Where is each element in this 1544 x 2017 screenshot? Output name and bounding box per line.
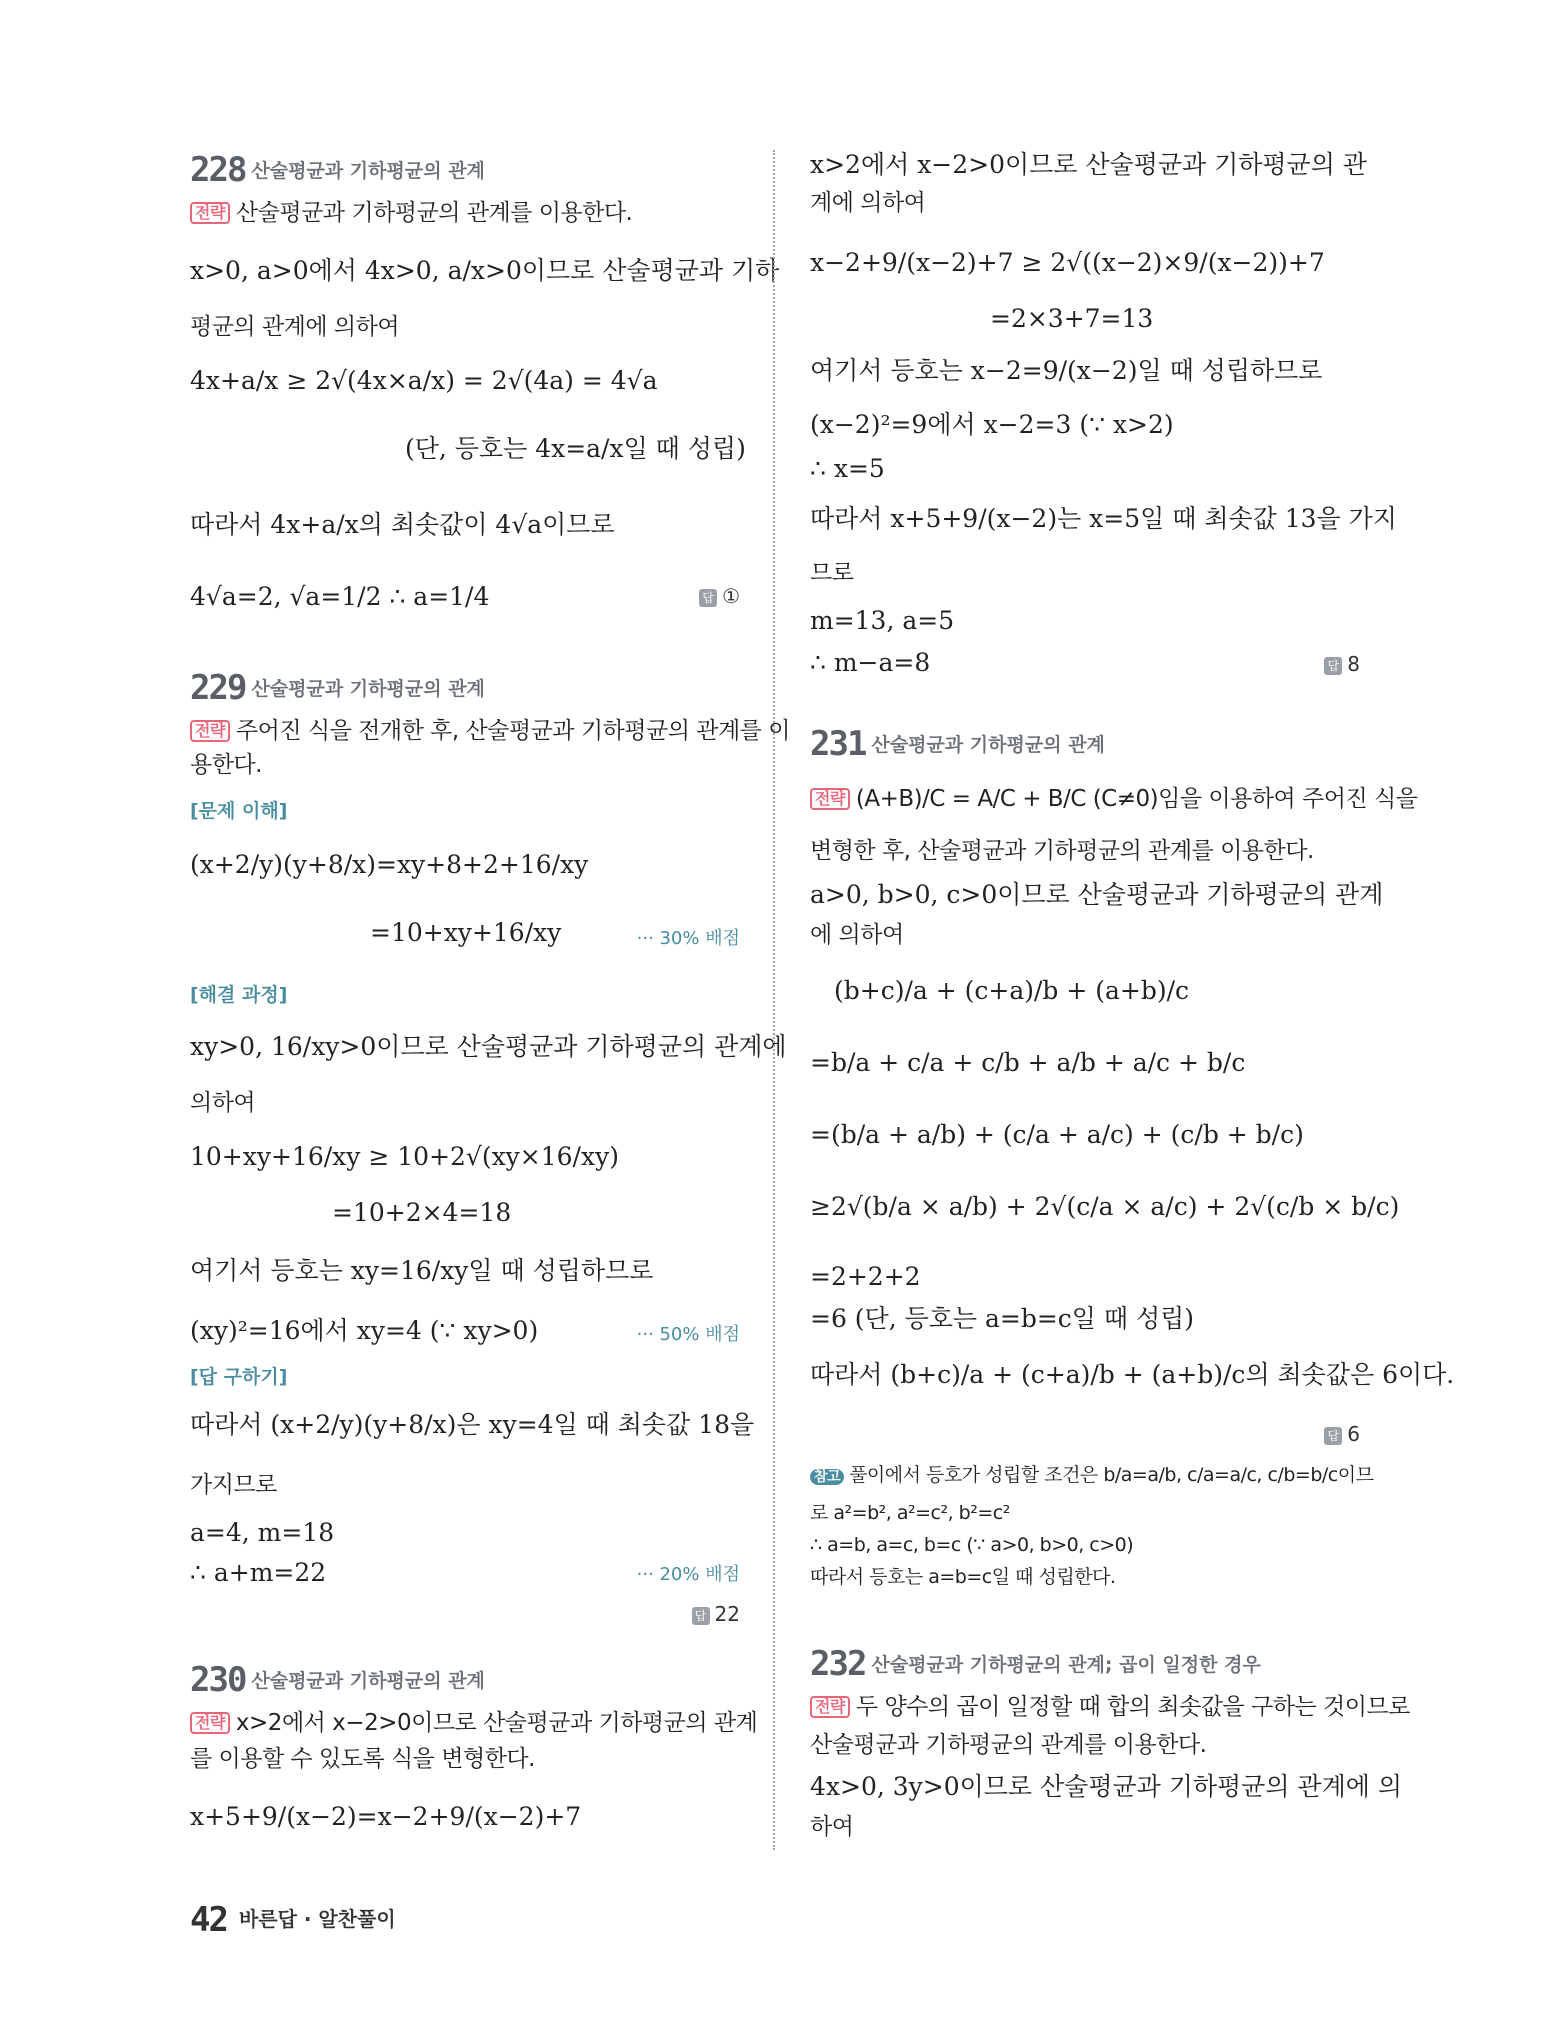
strategy-text: 산술평균과 기하평균의 관계를 이용한다. xyxy=(235,200,633,226)
solution-line: 따라서 (b+c)/a + (c+a)/b + (a+b)/c의 최솟값은 6이다. xyxy=(810,1360,1455,1389)
equation-line: (xy)²=16에서 xy=4 (∵ xy>0) xyxy=(190,1316,539,1345)
note-text: 로 a²=b², a²=c², b²=c² xyxy=(810,1502,1010,1524)
problem-number: 232 xyxy=(810,1644,866,1684)
solution-line: 평균의 관계에 의하여 xyxy=(190,314,400,340)
equation-line: (x−2)²=9에서 x−2=3 (∵ x>2) xyxy=(810,410,1174,439)
equation-line: 4√a=2, √a=1/2 ∴ a=1/4 xyxy=(190,582,490,611)
solution-line: 가지므로 xyxy=(190,1472,277,1498)
score-note: ··· 50% 배점 xyxy=(636,1324,740,1345)
solution-line: 따라서 (x+2/y)(y+8/x)은 xy=4일 때 최솟값 18을 xyxy=(190,1410,755,1439)
equation-line: 10+xy+16/xy ≥ 10+2√(xy×16/xy) xyxy=(190,1142,619,1171)
step-label: [답 구하기] xyxy=(190,1366,288,1388)
problem-title: 산술평균과 기하평균의 관계 xyxy=(251,678,485,700)
column-divider xyxy=(773,150,775,1850)
equation-line: m=13, a=5 xyxy=(810,606,955,635)
problem-title: 산술평균과 기하평균의 관계 xyxy=(871,734,1105,756)
strategy-text-cont: 산술평균과 기하평균의 관계를 이용한다. xyxy=(810,1732,1207,1758)
solution-line: 하여 xyxy=(810,1814,854,1840)
solution-line: 여기서 등호는 x−2=9/(x−2)일 때 성립하므로 xyxy=(810,356,1323,385)
equation-line: =10+xy+16/xy xyxy=(370,918,562,947)
equation-line: ∴ m−a=8 xyxy=(810,648,931,677)
answer-value: 6 xyxy=(1347,1422,1360,1446)
equation-line: =2×3+7=13 xyxy=(990,304,1154,333)
equation-line: =2+2+2 xyxy=(810,1262,921,1291)
page-number: 42 xyxy=(190,1900,227,1940)
solution-line: 4x>0, 3y>0이므로 산술평균과 기하평균의 관계에 의 xyxy=(810,1772,1402,1801)
step-label: [문제 이해] xyxy=(190,800,288,822)
solution-line: 므로 xyxy=(810,560,854,586)
problem-232-heading xyxy=(810,1644,1261,1684)
strategy-229 xyxy=(190,720,790,743)
strategy-tag: 전략 xyxy=(190,720,230,742)
solution-line: xy>0, 16/xy>0이므로 산술평균과 기하평균의 관계에 xyxy=(190,1032,787,1061)
step-label: [해결 과정] xyxy=(190,984,288,1006)
answer-229 xyxy=(692,1602,740,1626)
equation-line: (b+c)/a + (c+a)/b + (a+b)/c xyxy=(834,976,1190,1005)
equation-line: =b/a + c/a + c/b + a/b + a/c + b/c xyxy=(810,1048,1246,1077)
answer-228 xyxy=(699,584,740,608)
strategy-tag: 전략 xyxy=(190,1712,230,1734)
strategy-231 xyxy=(810,788,1417,811)
equation-line: ∴ a+m=22 xyxy=(190,1558,327,1587)
solution-line: x>0, a>0에서 4x>0, a/x>0이므로 산술평균과 기하 xyxy=(190,256,780,285)
problem-number: 231 xyxy=(810,724,866,764)
strategy-text: 주어진 식을 전개한 후, 산술평균과 기하평균의 관계를 이 xyxy=(235,718,790,744)
equation-line: 4x+a/x ≥ 2√(4x×a/x) = 2√(4a) = 4√a xyxy=(190,366,658,395)
answer-tag: 답 xyxy=(699,589,717,607)
equation-line: ≥2√(b/a × a/b) + 2√(c/a × a/c) + 2√(c/b × b/c) xyxy=(810,1192,1400,1221)
strategy-tag: 전략 xyxy=(810,1696,850,1718)
strategy-text-cont: 변형한 후, 산술평균과 기하평균의 관계를 이용한다. xyxy=(810,838,1314,864)
solution-line: x>2에서 x−2>0이므로 산술평균과 기하평균의 관 xyxy=(810,150,1367,179)
solution-line: 계에 의하여 xyxy=(810,190,926,216)
problem-title: 산술평균과 기하평균의 관계 xyxy=(251,160,485,182)
answer-value: ① xyxy=(722,584,740,608)
strategy-text: x>2에서 x−2>0이므로 산술평균과 기하평균의 관계 xyxy=(235,1710,758,1736)
answer-tag: 답 xyxy=(1324,657,1342,675)
equation-line: =10+2×4=18 xyxy=(332,1198,512,1227)
answer-230 xyxy=(1324,652,1360,676)
answer-tag: 답 xyxy=(692,1607,710,1625)
score-note: ··· 30% 배점 xyxy=(636,928,740,949)
strategy-tag: 전략 xyxy=(190,202,230,224)
equation-line: ∴ x=5 xyxy=(810,454,885,483)
note-text: 따라서 등호는 a=b=c일 때 성립한다. xyxy=(810,1566,1116,1588)
equation-line: =6 (단, 등호는 a=b=c일 때 성립) xyxy=(810,1304,1195,1333)
answer-value: 22 xyxy=(714,1602,740,1626)
strategy-text-cont: 용한다. xyxy=(190,752,262,778)
equation-line: (x+2/y)(y+8/x)=xy+8+2+16/xy xyxy=(190,850,589,879)
answer-231 xyxy=(1324,1422,1360,1446)
equation-line: x+5+9/(x−2)=x−2+9/(x−2)+7 xyxy=(190,1802,582,1831)
solution-line: 의하여 xyxy=(190,1090,256,1116)
equation-line: =(b/a + a/b) + (c/a + a/c) + (c/b + b/c) xyxy=(810,1120,1304,1149)
note-text: ∴ a=b, a=c, b=c (∵ a>0, b>0, c>0) xyxy=(810,1534,1134,1556)
note-text: 풀이에서 등호가 성립할 조건은 b/a=a/b, c/a=a/c, c/b=b/c이므 xyxy=(849,1464,1374,1486)
score-note: ··· 20% 배점 xyxy=(636,1564,740,1585)
solution-line: a>0, b>0, c>0이므로 산술평균과 기하평균의 관계 xyxy=(810,880,1384,909)
answer-value: 8 xyxy=(1347,652,1360,676)
problem-number: 228 xyxy=(190,150,246,190)
footer-label: 바른답 · 알찬풀이 xyxy=(238,1907,396,1931)
strategy-232 xyxy=(810,1696,1410,1719)
problem-number: 229 xyxy=(190,668,246,708)
solution-line: 여기서 등호는 xy=16/xy일 때 성립하므로 xyxy=(190,1256,654,1285)
strategy-text: 두 양수의 곱이 일정할 때 합의 최솟값을 구하는 것이므로 xyxy=(855,1694,1410,1720)
answer-tag: 답 xyxy=(1324,1427,1342,1445)
solution-line: 따라서 x+5+9/(x−2)는 x=5일 때 최솟값 13을 가지 xyxy=(810,504,1397,533)
strategy-230 xyxy=(190,1712,757,1735)
problem-title: 산술평균과 기하평균의 관계 xyxy=(251,1670,485,1692)
equation-line: a=4, m=18 xyxy=(190,1518,335,1547)
problem-229-heading xyxy=(190,668,485,708)
problem-230-heading xyxy=(190,1660,485,1700)
strategy-text-cont: 를 이용할 수 있도록 식을 변형한다. xyxy=(190,1746,535,1772)
problem-number: 230 xyxy=(190,1660,246,1700)
strategy-228 xyxy=(190,202,632,225)
solution-line: 따라서 4x+a/x의 최솟값이 4√a이므로 xyxy=(190,510,615,539)
strategy-tag: 전략 xyxy=(810,788,850,810)
problem-228-heading xyxy=(190,150,485,190)
page-footer xyxy=(190,1900,396,1940)
equation-line: x−2+9/(x−2)+7 ≥ 2√((x−2)×9/(x−2))+7 xyxy=(810,248,1325,277)
note-tag: 참고 xyxy=(810,1469,844,1485)
problem-title: 산술평균과 기하평균의 관계; 곱이 일정한 경우 xyxy=(871,1654,1261,1676)
problem-231-heading xyxy=(810,724,1105,764)
note-231 xyxy=(810,1466,1373,1485)
solution-line: 에 의하여 xyxy=(810,922,904,948)
equation-condition: (단, 등호는 4x=a/x일 때 성립) xyxy=(405,434,746,463)
strategy-text: (A+B)/C = A/C + B/C (C≠0)임을 이용하여 주어진 식을 xyxy=(855,786,1418,812)
